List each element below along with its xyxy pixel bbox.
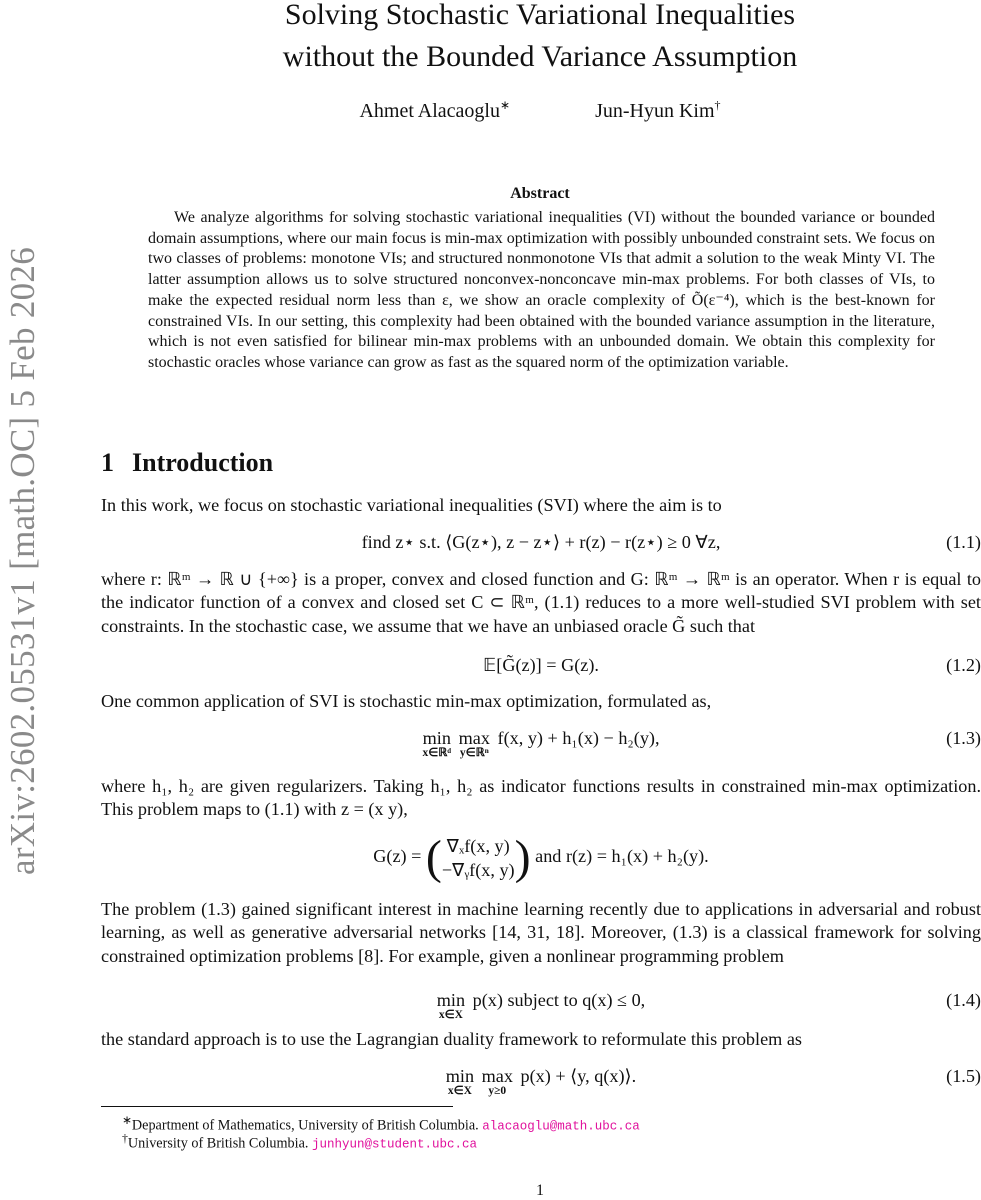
max-operator xyxy=(482,1066,513,1097)
matrix-row: −∇ᵧf(x, y) xyxy=(441,860,515,880)
operator-label: max xyxy=(458,728,490,748)
equation-body xyxy=(101,990,981,1021)
equation-tag: (1.5) xyxy=(946,1066,981,1086)
equation-1-4 xyxy=(101,990,981,1024)
left-paren: ( xyxy=(425,831,442,884)
title-line-1: Solving Stochastic Variational Inequalities xyxy=(284,0,796,31)
min-operator xyxy=(422,728,451,759)
matrix xyxy=(442,834,515,882)
equation-rest: p(x) + ⟨y, q(x)⟩. xyxy=(520,1066,637,1086)
max-operator xyxy=(459,728,490,759)
operator-subscript: x∈X xyxy=(447,1085,472,1097)
abstract-heading: Abstract xyxy=(510,185,570,202)
equation-rest: f(x, y) + h₁(x) − h₂(y), xyxy=(497,728,660,748)
equation-tag: (1.4) xyxy=(946,990,981,1010)
operator-subscript: x∈ℝᵈ xyxy=(422,747,452,759)
equation-tag: (1.1) xyxy=(946,532,981,552)
footnote xyxy=(122,1131,477,1153)
author-list xyxy=(100,98,980,123)
min-operator xyxy=(446,1066,474,1097)
paragraph: where h₁, h₂ are given regularizers. Taking h₁, h₂ as indicator functions results in constrained min-max optimization. This problem maps to (1.1) with z = (x y), xyxy=(101,776,981,820)
operator-subscript: y∈ℝⁿ xyxy=(459,747,489,759)
min-operator xyxy=(437,990,465,1021)
author-name: Jun-Hyun Kim xyxy=(595,99,715,122)
paragraph: In this work, we focus on stochastic variational inequalities (SVI) where the aim is to xyxy=(101,495,722,515)
equation-1-3 xyxy=(101,728,981,764)
operator-label: min xyxy=(422,728,451,748)
title-line-2: without the Bounded Variance Assumption xyxy=(282,40,798,73)
operator-label: min xyxy=(436,990,466,1010)
paragraph: The problem (1.3) gained significant interest in machine learning recently due to applications in adversarial and robust learning, as well as generative adversarial networks [14, 31, 18]. Moreover, (1.3) is a classical framework for solving constrained optimization problems [8]. For example, given a nonlinear programming problem xyxy=(101,899,981,966)
equation-gradient-map xyxy=(101,831,981,888)
page-number: 1 xyxy=(536,1182,544,1199)
email-link[interactable]: junhyun@student.ubc.ca xyxy=(311,1137,477,1152)
author-name: Ahmet Alacaoglu xyxy=(359,99,500,122)
equation-body: find z⋆ s.t. ⟨G(z⋆), z − z⋆⟩ + r(z) − r(z⋆) ≥ 0 ∀z, xyxy=(361,532,721,552)
equation-rest: p(x) subject to q(x) ≤ 0, xyxy=(472,990,646,1010)
footnote-text: Department of Mathematics, University of British Columbia. xyxy=(131,1117,479,1134)
author xyxy=(359,98,510,123)
footnote-text: University of British Columbia. xyxy=(127,1135,309,1152)
matrix-row: ∇ₓf(x, y) xyxy=(446,836,510,856)
author-mark: ∗ xyxy=(500,98,511,112)
arxiv-stamp: arXiv:2602.05531v1 [math.OC] 5 Feb 2026 xyxy=(3,246,42,875)
abstract-text: We analyze algorithms for solving stochastic variational inequalities (VI) without the bounded variance or bounded domain assumptions, where our main focus is min-max optimization with possibly unbounded constraint sets. We focus on two classes of problems: monotone VIs; and structured nonmonotone VIs that admit a solution to the weak Minty VI. The latter assumption allows us to solve structured nonconvex-nonconcave min-max problems. For both classes of VIs, to make the expected residual norm less than ε, we show an oracle complexity of Õ(ε⁻⁴), which is the best-known for constrained VIs. In our setting, this complexity had been obtained with the bounded variance assumption in the literature, which is not even satisfied for bilinear min-max problems with an unbounded domain. We obtain this complexity for stochastic oracles whose variance can grow as fast as the squared norm of the optimization variable. xyxy=(148,209,935,371)
operator-label: min xyxy=(445,1066,475,1086)
author-mark: † xyxy=(714,98,721,112)
section-heading xyxy=(101,448,273,478)
paragraph: the standard approach is to use the Lagrangian duality framework to reformulate this problem as xyxy=(101,1029,803,1049)
footnote-mark: † xyxy=(122,1131,128,1145)
paper-title xyxy=(100,0,980,78)
paragraph: One common application of SVI is stochastic min-max optimization, formulated as, xyxy=(101,691,712,711)
equation-body: 𝔼[G̃(z)] = G(z). xyxy=(483,655,599,675)
author xyxy=(595,98,720,123)
email-link[interactable]: alacaoglu@math.ubc.ca xyxy=(482,1119,640,1134)
footnote-mark: ∗ xyxy=(122,1113,132,1127)
equation-tag: (1.2) xyxy=(946,655,981,675)
equation-body xyxy=(101,728,981,759)
right-paren: ) xyxy=(514,831,531,884)
footnote-rule xyxy=(101,1106,453,1107)
section-title: Introduction xyxy=(132,448,274,477)
operator-subscript: x∈X xyxy=(438,1009,463,1021)
section-number: 1 xyxy=(101,448,114,477)
equation-lhs: G(z) = xyxy=(373,846,422,867)
equation-1-5 xyxy=(101,1066,981,1100)
operator-label: max xyxy=(481,1066,513,1086)
operator-subscript: y≥0 xyxy=(488,1085,507,1097)
equation-1-2 xyxy=(101,655,981,685)
equation-1-1 xyxy=(101,532,981,562)
equation-body xyxy=(101,1066,981,1097)
equation-tag: (1.3) xyxy=(946,728,981,748)
equation-rhs: and r(z) = h₁(x) + h₂(y). xyxy=(535,846,709,867)
equation-body xyxy=(101,831,981,884)
paragraph: where r: ℝᵐ → ℝ ∪ {+∞} is a proper, convex and closed function and G: ℝᵐ → ℝᵐ is an operator. When r is equal to the indicator function of a convex and closed set C ⊂ ℝᵐ, (1.1) reduces to a more well-studied SVI problem with set constraints. In the stochastic case, we assume that we have an unbiased oracle G̃ such that xyxy=(101,569,981,636)
